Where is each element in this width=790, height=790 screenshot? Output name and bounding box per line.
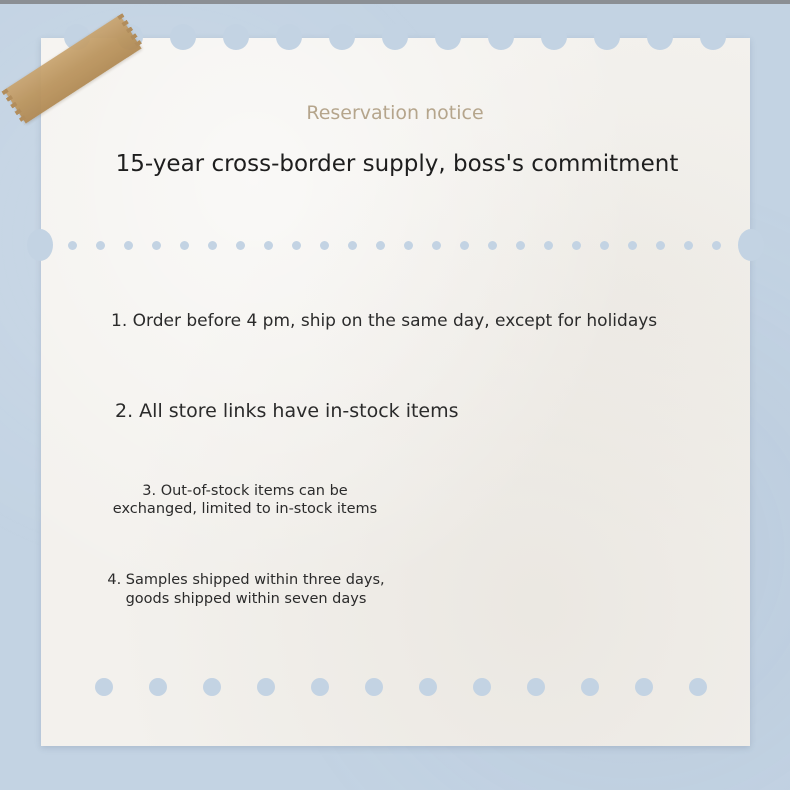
bottom-hole-dot [203,678,221,696]
notice-paper [41,38,750,746]
perforation-dot [516,241,525,250]
paper-scallop [170,24,196,50]
paper-scallop [647,24,673,50]
perforation-dot [124,241,133,250]
bottom-hole-dot [473,678,491,696]
perforation-dot [488,241,497,250]
notice-label: Reservation notice [306,102,484,124]
paper-scallop [223,24,249,50]
notice-item-4: 4. Samples shipped within three days, goods shipped within seven days [107,572,385,607]
paper-scallop [276,24,302,50]
bottom-hole-dot [635,678,653,696]
perforation-dot [320,241,329,250]
perforation-dot [348,241,357,250]
perforation-dot [656,241,665,250]
perforation-dot [572,241,581,250]
perforation-dot [544,241,553,250]
perforation-dot [180,241,189,250]
perforation-dot [236,241,245,250]
paper-side-notch [738,229,764,261]
paper-side-notch [27,229,53,261]
paper-scallop [435,24,461,50]
bottom-hole-dot [689,678,707,696]
perforation-dot [96,241,105,250]
notice-item-3: 3. Out-of-stock items can be exchanged, limited to in-stock items [112,483,378,517]
perforation-dot [376,241,385,250]
bottom-hole-dot [311,678,329,696]
perforation-dot [292,241,301,250]
paper-scallop [382,24,408,50]
notice-item-2: 2. All store links have in-stock items [115,400,459,422]
perforation-dot [432,241,441,250]
perforation-dot [628,241,637,250]
paper-scallop [700,24,726,50]
perforation-dot [264,241,273,250]
perforation-dot [600,241,609,250]
bottom-hole-dot [95,678,113,696]
perforation-dot [684,241,693,250]
notice-item-1: 1. Order before 4 pm, ship on the same day, except for holidays [111,311,658,331]
perforation-dot [208,241,217,250]
bottom-hole-dot [365,678,383,696]
paper-scallop [329,24,355,50]
paper-scallop [488,24,514,50]
paper-scallop [541,24,567,50]
notice-headline: 15-year cross-border supply, boss's commitment [115,151,679,177]
perforation-dot [68,241,77,250]
bottom-hole-dot [581,678,599,696]
bottom-hole-dot [527,678,545,696]
perforation-dot [712,241,721,250]
bottom-hole-dot [149,678,167,696]
bottom-hole-dot [419,678,437,696]
perforation-dot [404,241,413,250]
paper-scallop [594,24,620,50]
perforation-dot [460,241,469,250]
top-edge-strip [0,0,790,4]
bottom-hole-dot [257,678,275,696]
perforation-dot [152,241,161,250]
